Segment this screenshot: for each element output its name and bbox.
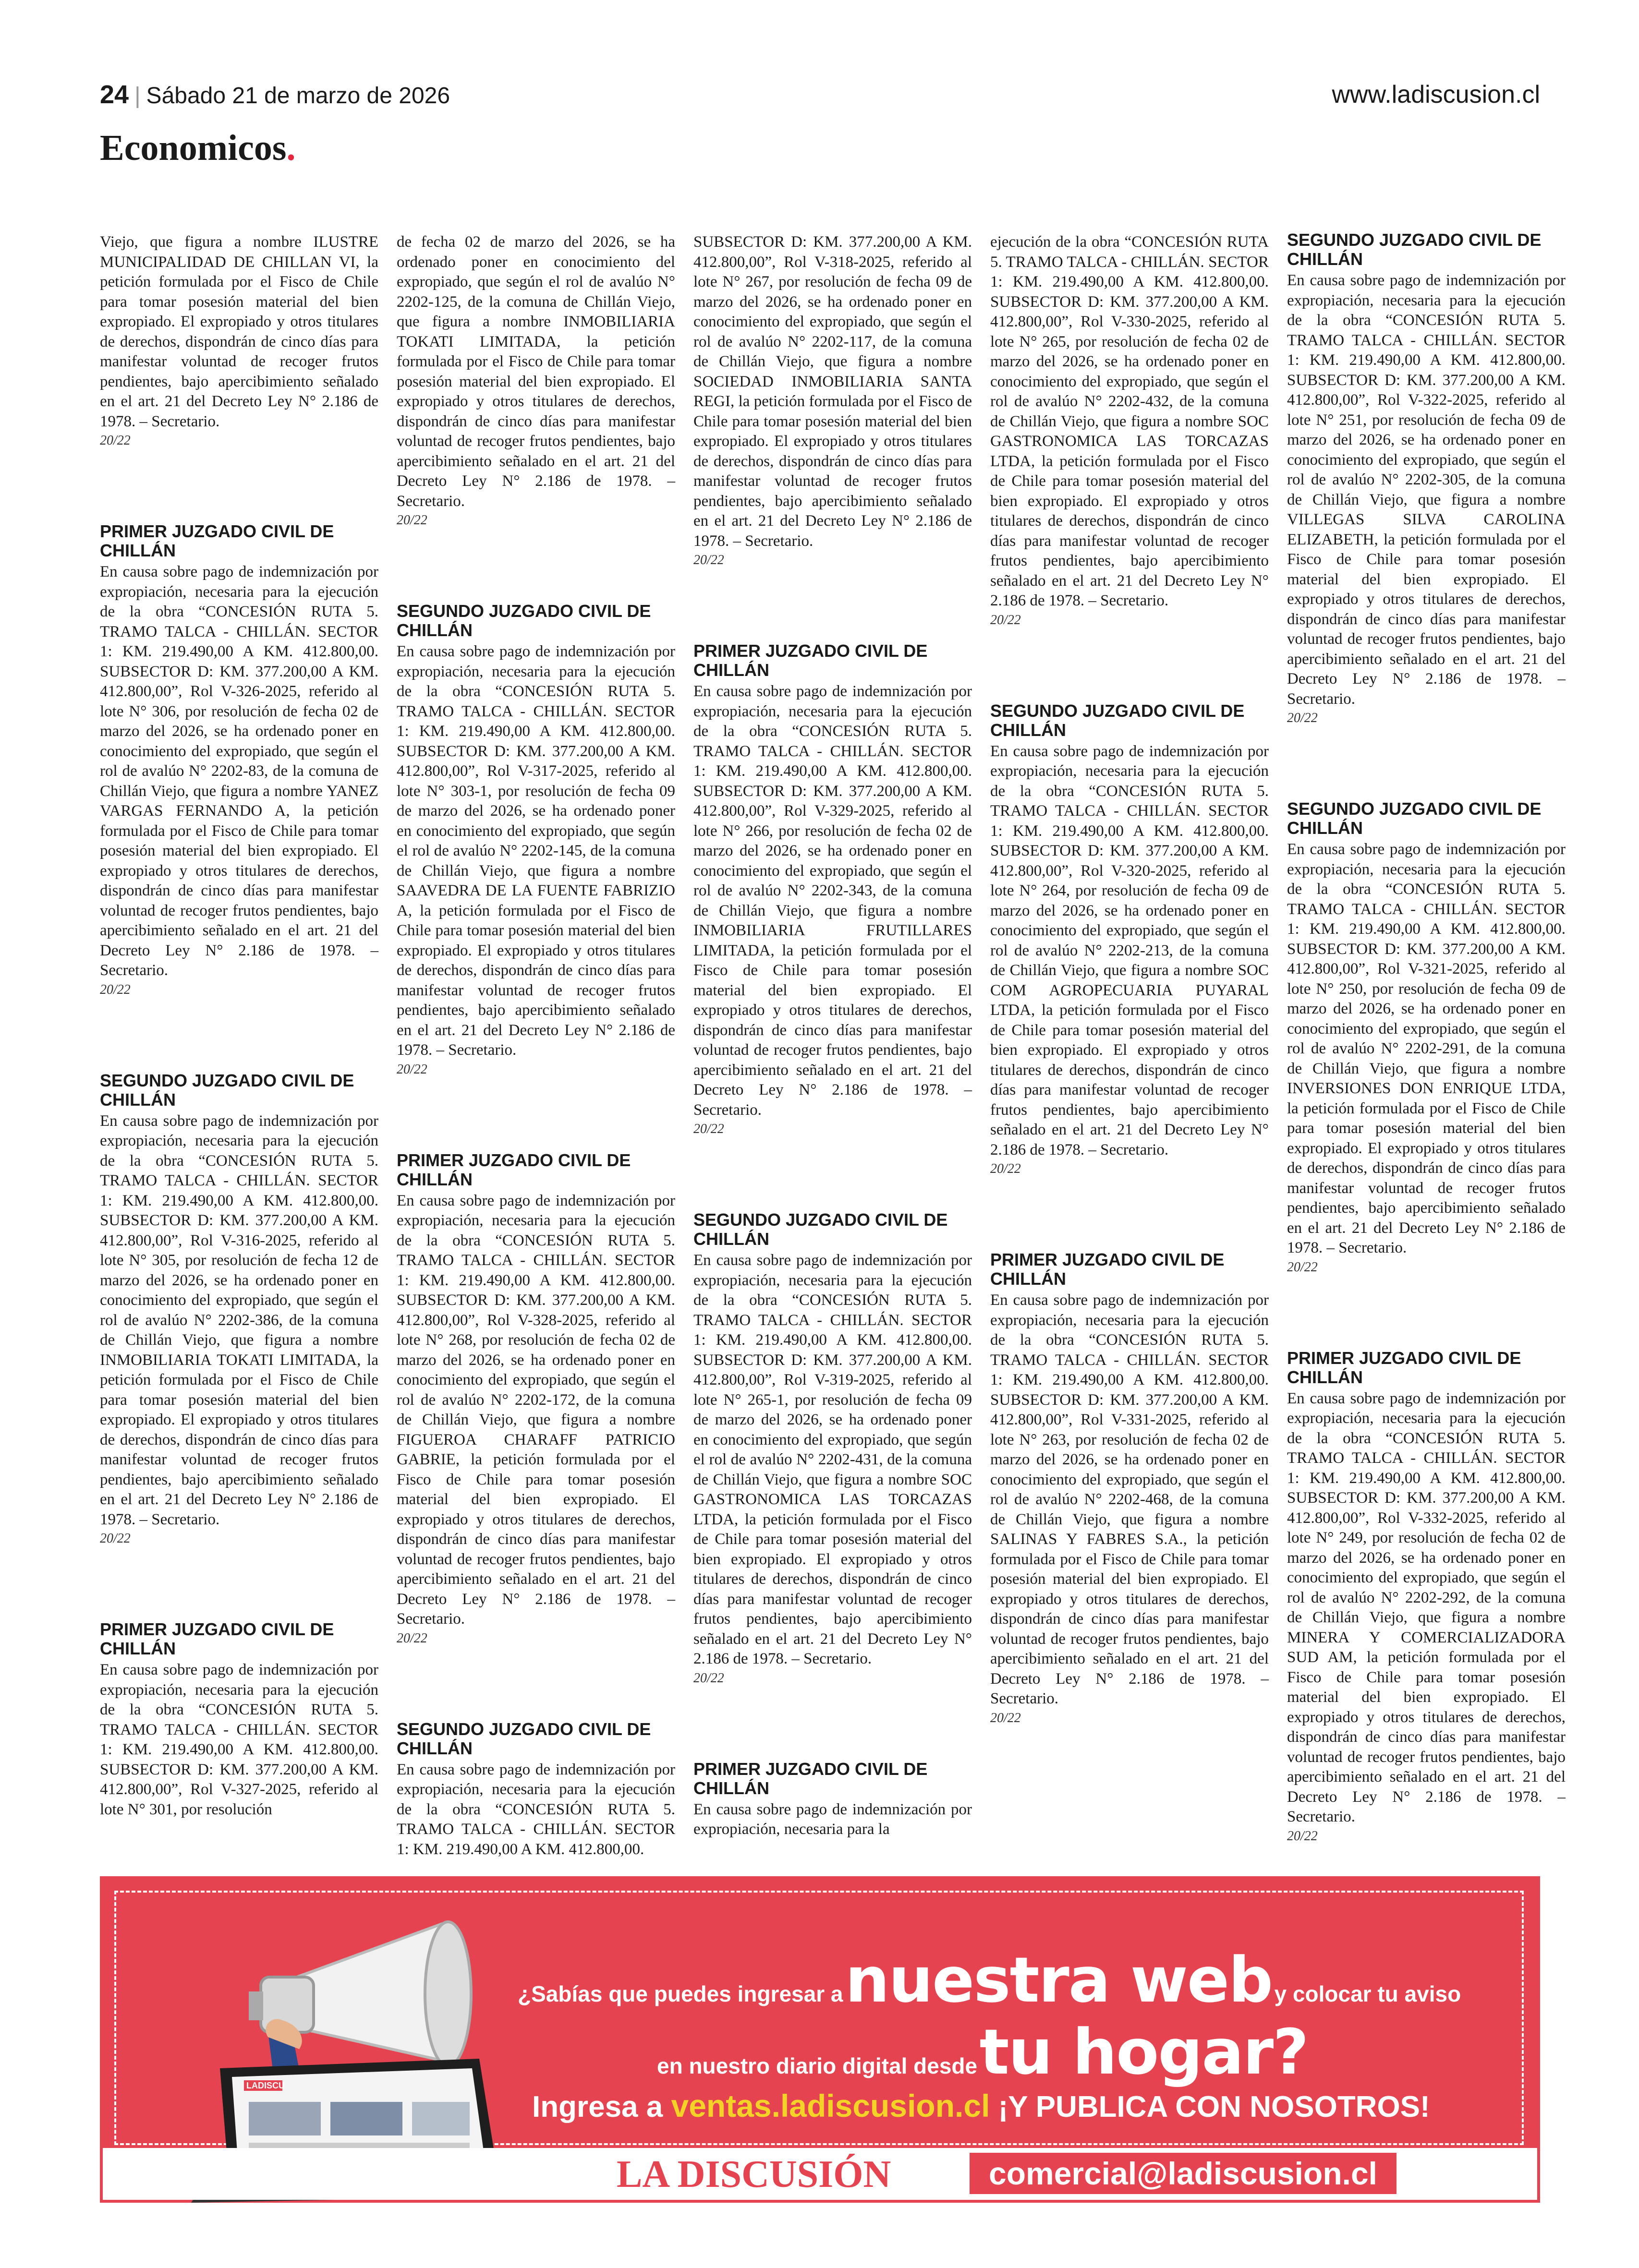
ad-footer xyxy=(103,2148,1537,2200)
notice-body: En causa sobre pago de indemnización por expropiación, necesaria para la ejecución de la obra “CONCESIÓN RUTA 5. TRAMO TALCA - CHILLÁN. SECTOR 1: KM. 219.490,00 A KM. 412.800,00. SUBSECTOR D: KM. 377.200,00 A KM. 412.800,00”, Rol V-328-2025, referido al lote N° 268, por resolución de fecha 02 de marzo del 2026, se ha ordenado poner en conocimiento del expropiado, que según el rol de avalúo N° 2202-172, de la comuna de Chillán Viejo, que figura a nombre FIGUEROA CHARAFF PATRICIO GABRIE, la petición formulada por el Fisco de Chile para tomar posesión material del bien expropiado. El expropiado y otros titulares de derechos, dispondrán de cinco días para manifestar voluntad de recoger frutos pendientes, bajo apercibimiento señalado en el art. 21 del Decreto Ley N° 2.186 de 1978. – Secretario. xyxy=(397,1192,675,1628)
notice-body: En causa sobre pago de indemnización por expropiación, necesaria para la ejecución de la obra “CONCESIÓN RUTA 5. TRAMO TALCA - CHILLÁN. SECTOR 1: KM. 219.490,00 A KM. 412.800,00. SUBSECTOR D: KM. 377.200,00 A KM. 412.800,00”, Rol V-326-2025, referido al lote N° 306, por resolución de fecha 02 de marzo del 2026, se ha ordenado poner en conocimiento del expropiado, que según el rol de avalúo N° 2202-83, de la comuna de Chillán Viejo, que figura a nombre YANEZ VARGAS FERNANDO A, la petición formulada por el Fisco de Chile para tomar posesión material del bien expropiado. El expropiado y otros titulares de derechos, dispondrán de cinco días para manifestar voluntad de recoger frutos pendientes, bajo apercibimiento señalado en el art. 21 del Decreto Ley N° 2.186 de 1978. – Secretario. xyxy=(100,563,378,979)
legal-notice xyxy=(397,1720,675,1860)
notice-court-title: PRIMER JUZGADO CIVIL DE CHILLÁN xyxy=(693,641,928,680)
column-2 xyxy=(397,230,675,1863)
ad-line-3 xyxy=(532,2087,1430,2124)
notice-body: En causa sobre pago de indemnización por expropiación, necesaria para la ejecución de la obra “CONCESIÓN RUTA 5. TRAMO TALCA - CHILLÁN. SECTOR 1: KM. 219.490,00 A KM. 412.800,00. SUBSECTOR D: KM. 377.200,00 A KM. 412.800,00”, Rol V-327-2025, referido al lote N° 301, por resolución xyxy=(100,1661,378,1818)
legal-notice xyxy=(1287,1349,1566,1846)
legal-notice xyxy=(990,1250,1269,1727)
legal-notice xyxy=(100,232,378,450)
notice-body: SUBSECTOR D: KM. 377.200,00 A KM. 412.800,00”, Rol V-318-2025, referido al lote N° 267, por resolución de fecha 09 de marzo del 2026, se ha ordenado poner en conocimiento del expropiado, que según el rol de avalúo N° 2202-117, de la comuna de Chillán Viejo, que figura a nombre SOCIEDAD INMOBILIARIA SANTA REGI, la petición formulada por el Fisco de Chile para tomar posesión material del bien expropiado. El expropiado y otros titulares de derechos, dispondrán de cinco días para manifestar voluntad de recoger frutos pendientes, bajo apercibimiento señalado en el art. 21 del Decreto Ley N° 2.186 de 1978. – Secretario. xyxy=(693,233,972,550)
notice-code: 20/22 xyxy=(100,1531,131,1546)
notice-body: En causa sobre pago de indemnización por expropiación, necesaria para la ejecución de la obra “CONCESIÓN RUTA 5. TRAMO TALCA - CHILLÁN. SECTOR 1: KM. 219.490,00 A KM. 412.800,00. SUBSECTOR D: KM. 377.200,00 A KM. 412.800,00”, Rol V-332-2025, referido al lote N° 249, por resolución de fecha 02 de marzo del 2026, se ha ordenado poner en conocimiento del expropiado, que según el rol de avalúo N° 2202-292, de la comuna de Chillán Viejo, que figura a nombre MINERA Y COMERCIALIZADORA SUD AM, la petición formulada por el Fisco de Chile para tomar posesión material del bien expropiado. El expropiado y otros titulares de derechos, dispondrán de cinco días para manifestar voluntad de recoger frutos pendientes, bajo apercibimiento señalado en el art. 21 del Decreto Ley N° 2.186 de 1978. – Secretario. xyxy=(1287,1389,1566,1825)
legal-notice xyxy=(100,1620,378,1820)
legal-notice xyxy=(693,232,972,569)
notice-body: En causa sobre pago de indemnización por expropiación, necesaria para la ejecución de la obra “CONCESIÓN RUTA 5. TRAMO TALCA - CHILLÁN. SECTOR 1: KM. 219.490,00 A KM. 412.800,00. SUBSECTOR D: KM. 377.200,00 A KM. 412.800,00”, Rol V-317-2025, referido al lote N° 303-1, por resolución de fecha 09 de marzo del 2026, se ha ordenado poner en conocimiento del expropiado, que según el rol de avalúo N° 2202-145, de la comuna de Chillán Viejo, que figura a nombre SAAVEDRA DE LA FUENTE FABRIZIO A, la petición formulada por el Fisco de Chile para tomar posesión material del bien expropiado. El expropiado y otros titulares de derechos, dispondrán de cinco días para manifestar voluntad de recoger frutos pendientes, bajo apercibimiento señalado en el art. 21 del Decreto Ley N° 2.186 de 1978. – Secretario. xyxy=(397,643,675,1059)
notice-body: En causa sobre pago de indemnización por expropiación, necesaria para la xyxy=(693,1800,972,1838)
notice-code: 20/22 xyxy=(397,1062,427,1077)
brand-logo: LA DISCUSIÓN xyxy=(617,2153,891,2196)
advertisement-banner[interactable] xyxy=(100,1876,1540,2203)
page-header xyxy=(100,78,1540,111)
ad-text: Ingresa a xyxy=(532,2090,663,2123)
notice-body: En causa sobre pago de indemnización por expropiación, necesaria para la ejecución de la obra “CONCESIÓN RUTA 5. TRAMO TALCA - CHILLÁN. SECTOR 1: KM. 219.490,00 A KM. 412.800,00. SUBSECTOR D: KM. 377.200,00 A KM. 412.800,00”, Rol V-329-2025, referido al lote N° 266, por resolución de fecha 02 de marzo del 2026, se ha ordenado poner en conocimiento del expropiado, que según el rol de avalúo N° 2202-343, de la comuna de Chillán Viejo, que figura a nombre INMOBILIARIA FRUTILLARES LIMITADA, la petición formulada por el Fisco de Chile para tomar posesión material del bien expropiado. El expropiado y otros titulares de derechos, dispondrán de cinco días para manifestar voluntad de recoger frutos pendientes, bajo apercibimiento señalado en el art. 21 del Decreto Ley N° 2.186 de 1978. – Secretario. xyxy=(693,683,972,1119)
notice-court-title: SEGUNDO JUZGADO CIVIL DE CHILLÁN xyxy=(100,1070,354,1110)
legal-notice xyxy=(693,1210,972,1688)
legal-notice xyxy=(693,641,972,1138)
ad-text: y colocar tu aviso xyxy=(1274,1981,1461,2006)
legal-notice xyxy=(990,701,1269,1179)
ad-line-2 xyxy=(657,2015,1308,2088)
legal-notice xyxy=(100,522,378,999)
notice-court-title: PRIMER JUZGADO CIVIL DE CHILLÁN xyxy=(397,1150,631,1189)
notice-court-title: SEGUNDO JUZGADO CIVIL DE CHILLÁN xyxy=(990,700,1245,740)
header-left xyxy=(100,78,450,113)
legal-notice xyxy=(1287,230,1566,727)
legal-notice xyxy=(1287,799,1566,1277)
section-title xyxy=(100,124,295,172)
notice-code: 20/22 xyxy=(990,1710,1021,1725)
notice-court-title: PRIMER JUZGADO CIVIL DE CHILLÁN xyxy=(100,521,334,560)
notice-body: de fecha 02 de marzo del 2026, se ha ordenado poner en conocimiento del expropiado, que según el rol de avalúo N° 2202-125, de la comuna de Chillán Viejo, que figura a nombre INMOBILIARIA TOKATI LIMITADA, la petición formulada por el Fisco de Chile para tomar posesión material del bien expropiado. El expropiado y otros titulares de derechos, dispondrán de cinco días para manifestar voluntad de recoger frutos pendientes, bajo apercibimiento señalado en el art. 21 del Decreto Ley N° 2.186 de 1978. – Secretario. xyxy=(397,233,675,510)
notice-body: En causa sobre pago de indemnización por expropiación, necesaria para la ejecución de la obra “CONCESIÓN RUTA 5. TRAMO TALCA - CHILLÁN. SECTOR 1: KM. 219.490,00 A KM. 412.800,00. SUBSECTOR D: KM. 377.200,00 A KM. 412.800,00”, Rol V-322-2025, referido al lote N° 251, por resolución de fecha 09 de marzo del 2026, se ha ordenado poner en conocimiento del expropiado, que según el rol de avalúo N° 2202-305, de la comuna de Chillán Viejo, que figura a nombre VILLEGAS SILVA CAROLINA ELIZABETH, la petición formulada por el Fisco de Chile para tomar posesión material del bien expropiado. El expropiado y otros titulares de derechos, dispondrán de cinco días para manifestar voluntad de recoger frutos pendientes, bajo apercibimiento señalado en el art. 21 del Decreto Ley N° 2.186 de 1978. – Secretario. xyxy=(1287,272,1566,708)
ad-url-link[interactable]: ventas.ladiscusion.cl xyxy=(671,2088,990,2123)
website-url[interactable]: www.ladiscusion.cl xyxy=(1332,81,1540,109)
column-4 xyxy=(990,230,1269,1863)
notice-code: 20/22 xyxy=(990,1161,1021,1176)
column-3 xyxy=(693,230,972,1863)
section-title-text: Economicos xyxy=(100,128,287,168)
legal-notice xyxy=(990,232,1269,629)
notice-court-title: PRIMER JUZGADO CIVIL DE CHILLÁN xyxy=(100,1619,334,1658)
notice-court-title: SEGUNDO JUZGADO CIVIL DE CHILLÁN xyxy=(1287,799,1542,838)
notice-court-title: SEGUNDO JUZGADO CIVIL DE CHILLÁN xyxy=(693,1210,948,1249)
column-5 xyxy=(1287,230,1566,1863)
notice-body: En causa sobre pago de indemnización por expropiación, necesaria para la ejecución de la obra “CONCESIÓN RUTA 5. TRAMO TALCA - CHILLÁN. SECTOR 1: KM. 219.490,00 A KM. 412.800,00. SUBSECTOR D: KM. 377.200,00 A KM. 412.800,00”, Rol V-316-2025, referido al lote N° 305, por resolución de fecha 12 de marzo del 2026, se ha ordenado poner en conocimiento del expropiado, que según el rol de avalúo N° 2202-386, de la comuna de Chillán Viejo, que figura a nombre INMOBILIARIA TOKATI LIMITADA, la petición formulada por el Fisco de Chile para tomar posesión material del bien expropiado. El expropiado y otros titulares de derechos, dispondrán de cinco días para manifestar voluntad de recoger frutos pendientes, bajo apercibimiento señalado en el art. 21 del Decreto Ley N° 2.186 de 1978. – Secretario. xyxy=(100,1112,378,1528)
notice-code: 20/22 xyxy=(100,433,131,448)
ad-text: en nuestro diario digital desde xyxy=(657,2053,978,2078)
notice-code: 20/22 xyxy=(100,982,131,997)
notice-court-title: SEGUNDO JUZGADO CIVIL DE CHILLÁN xyxy=(397,601,651,640)
ad-headline: nuestra web xyxy=(845,1943,1273,2016)
notice-code: 20/22 xyxy=(693,1122,724,1136)
notice-body: En causa sobre pago de indemnización por expropiación, necesaria para la ejecución de la obra “CONCESIÓN RUTA 5. TRAMO TALCA - CHILLÁN. SECTOR 1: KM. 219.490,00 A KM. 412.800,00. SUBSECTOR D: KM. 377.200,00 A KM. 412.800,00”, Rol V-320-2025, referido al lote N° 264, por resolución de fecha 09 de marzo del 2026, se ha ordenado poner en conocimiento del expropiado, que según el rol de avalúo N° 2202-213, de la comuna de Chillán Viejo, que figura a nombre SOC COM AGROPECUARIA PUYARAL LTDA, la petición formulada por el Fisco de Chile para tomar posesión material del bien expropiado. El expropiado y otros titulares de derechos, dispondrán de cinco días para manifestar voluntad de recoger frutos pendientes, bajo apercibimiento señalado en el art. 21 del Decreto Ley N° 2.186 de 1978. – Secretario. xyxy=(990,742,1269,1158)
issue-date: Sábado 21 de marzo de 2026 xyxy=(146,83,450,109)
notice-court-title: PRIMER JUZGADO CIVIL DE CHILLÁN xyxy=(1287,1348,1521,1387)
notice-code: 20/22 xyxy=(693,553,724,567)
notice-code: 20/22 xyxy=(990,612,1021,627)
notice-body: Viejo, que figura a nombre ILUSTRE MUNICIPALIDAD DE CHILLAN VI, la petición formulada por el Fisco de Chile para tomar posesión material del bien expropiado. El expropiado y otros titulares de derechos, dispondrán de cinco días para manifestar voluntad de recoger frutos pendientes, bajo apercibimiento señalado en el art. 21 del Decreto Ley N° 2.186 de 1978. – Secretario. xyxy=(100,233,378,430)
column-1 xyxy=(100,230,378,1863)
notice-code: 20/22 xyxy=(1287,711,1318,725)
notice-body: En causa sobre pago de indemnización por expropiación, necesaria para la ejecución de la obra “CONCESIÓN RUTA 5. TRAMO TALCA - CHILLÁN. SECTOR 1: KM. 219.490,00 A KM. 412.800,00. SUBSECTOR D: KM. 377.200,00 A KM. 412.800,00”, Rol V-331-2025, referido al lote N° 263, por resolución de fecha 02 de marzo del 2026, se ha ordenado poner en conocimiento del expropiado, que según el rol de avalúo N° 2202-468, de la comuna de Chillán Viejo, que figura a nombre SALINAS Y FABRES S.A., la petición formulada por el Fisco de Chile para tomar posesión material del bien expropiado. El expropiado y otros titulares de derechos, dispondrán de cinco días para manifestar voluntad de recoger frutos pendientes, bajo apercibimiento señalado en el art. 21 del Decreto Ley N° 2.186 de 1978. – Secretario. xyxy=(990,1291,1269,1707)
ad-line-1 xyxy=(518,1943,1461,2016)
notice-body: En causa sobre pago de indemnización por expropiación, necesaria para la ejecución de la obra “CONCESIÓN RUTA 5. TRAMO TALCA - CHILLÁN. SECTOR 1: KM. 219.490,00 A KM. 412.800,00. SUBSECTOR D: KM. 377.200,00 A KM. 412.800,00”, Rol V-319-2025, referido al lote N° 265-1, por resolución de fecha 09 de marzo del 2026, se ha ordenado poner en conocimiento del expropiado, que según el rol de avalúo N° 2202-431, de la comuna de Chillán Viejo, que figura a nombre SOC GASTRONOMICA LAS TORCAZAS LTDA, la petición formulada por el Fisco de Chile para tomar posesión material del bien expropiado. El expropiado y otros titulares de derechos, dispondrán de cinco días para manifestar voluntad de recoger frutos pendientes, bajo apercibimiento señalado en el art. 21 del Decreto Ley N° 2.186 de 1978. – Secretario. xyxy=(693,1252,972,1667)
notice-court-title: PRIMER JUZGADO CIVIL DE CHILLÁN xyxy=(990,1250,1225,1289)
section-title-dot: . xyxy=(286,128,296,168)
notice-body: En causa sobre pago de indemnización por expropiación, necesaria para la ejecución de la obra “CONCESIÓN RUTA 5. TRAMO TALCA - CHILLÁN. SECTOR 1: KM. 219.490,00 A KM. 412.800,00. xyxy=(397,1761,675,1858)
notice-court-title: SEGUNDO JUZGADO CIVIL DE CHILLÁN xyxy=(1287,230,1542,269)
ad-text: ¿Sabías que puedes ingresar a xyxy=(518,1981,843,2006)
notice-code: 20/22 xyxy=(397,1630,427,1646)
notice-court-title: SEGUNDO JUZGADO CIVIL DE CHILLÁN xyxy=(397,1719,651,1758)
ad-headline: tu hogar? xyxy=(979,2015,1308,2088)
legal-notice xyxy=(100,1071,378,1548)
legal-notice xyxy=(693,1760,972,1840)
notice-body: ejecución de la obra “CONCESIÓN RUTA 5. TRAMO TALCA - CHILLÁN. SECTOR 1: KM. 219.490,00 A KM. 412.800,00. SUBSECTOR D: KM. 377.200,00 A KM. 412.800,00”, Rol V-330-2025, referido al lote N° 265, por resolución de fecha 02 de marzo del 2026, se ha ordenado poner en conocimiento del expropiado, que según el rol de avalúo N° 2202-432, de la comuna de Chillán Viejo, que figura a nombre SOC GASTRONOMICA LAS TORCAZAS LTDA, la petición formulada por el Fisco de Chile para tomar posesión material del bien expropiado. El expropiado y otros titulares de derechos, dispondrán de cinco días para manifestar voluntad de recoger frutos pendientes, bajo apercibimiento señalado en el art. 21 del Decreto Ley N° 2.186 de 1978. – Secretario. xyxy=(990,233,1269,609)
page-number: 24 xyxy=(100,80,129,109)
notice-code: 20/22 xyxy=(1287,1828,1318,1844)
legal-notice xyxy=(397,602,675,1079)
notice-body: En causa sobre pago de indemnización por expropiación, necesaria para la ejecución de la obra “CONCESIÓN RUTA 5. TRAMO TALCA - CHILLÁN. SECTOR 1: KM. 219.490,00 A KM. 412.800,00. SUBSECTOR D: KM. 377.200,00 A KM. 412.800,00”, Rol V-321-2025, referido al lote N° 250, por resolución de fecha 09 de marzo del 2026, se ha ordenado poner en conocimiento del expropiado, que según el rol de avalúo N° 2202-291, de la comuna de Chillán Viejo, que figura a nombre INVERSIONES DON ENRIQUE LTDA, la petición formulada por el Fisco de Chile para tomar posesión material del bien expropiado. El expropiado y otros titulares de derechos, dispondrán de cinco días para manifestar voluntad de recoger frutos pendientes, bajo apercibimiento señalado en el art. 21 del Decreto Ley N° 2.186 de 1978. – Secretario. xyxy=(1287,841,1566,1256)
laptop-logo: LADISCU xyxy=(246,2081,285,2090)
notice-code: 20/22 xyxy=(1287,1259,1318,1275)
legal-notice xyxy=(397,1151,675,1648)
contact-email-link[interactable]: comercial@ladiscusion.cl xyxy=(970,2153,1396,2194)
legal-notice xyxy=(397,232,675,530)
notice-code: 20/22 xyxy=(693,1670,724,1686)
notice-code: 20/22 xyxy=(397,513,427,528)
notice-court-title: PRIMER JUZGADO CIVIL DE CHILLÁN xyxy=(693,1759,928,1798)
ad-call-to-action: ¡Y PUBLICA CON NOSOTROS! xyxy=(998,2090,1430,2123)
header-separator: | xyxy=(134,83,141,109)
